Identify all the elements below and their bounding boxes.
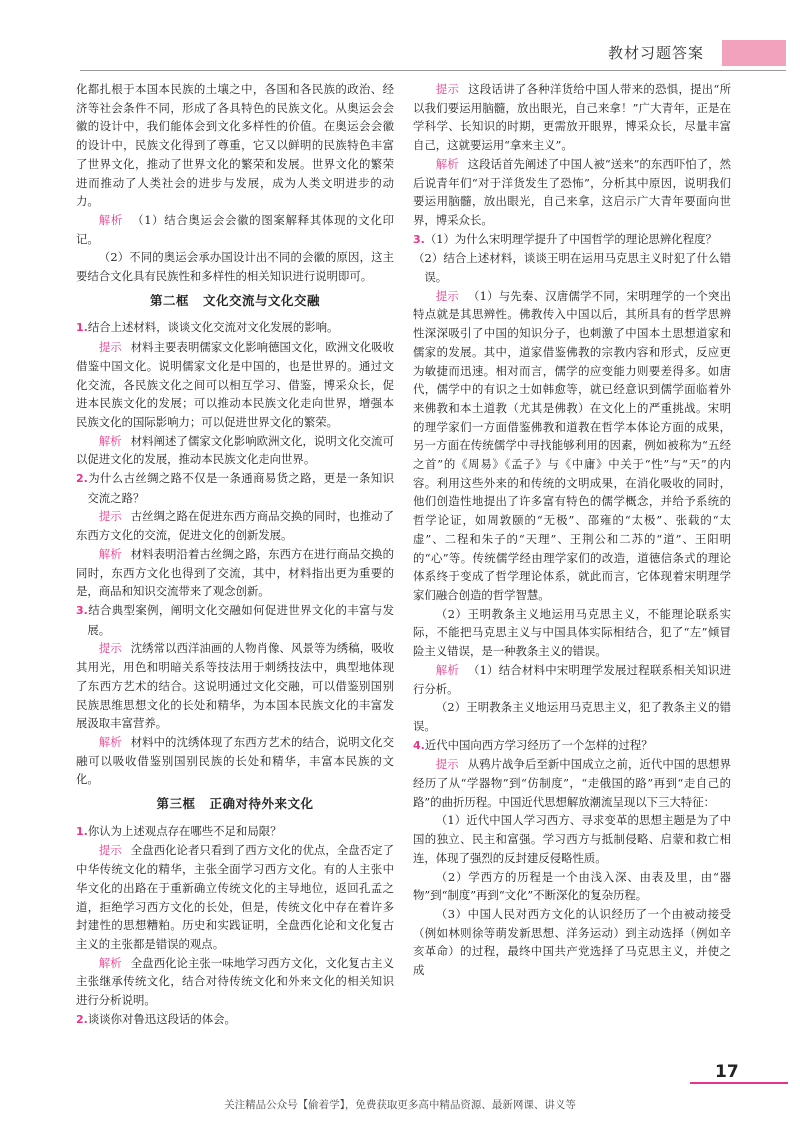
tishi-label: 提示 bbox=[435, 757, 459, 772]
jiexi-block bbox=[76, 954, 394, 1010]
question-text: 结合上述材料，谈谈文化交流对文化发展的影响。 bbox=[87, 320, 339, 335]
question bbox=[76, 822, 394, 842]
jiexi-text: 材料表明沿着古丝绸之路，东西方在进行商品交换的同时，东西方文化也得到了交流，其中，材料指出更为重要的是，商品和知识交流带来了观念创新。 bbox=[76, 546, 394, 599]
question-number: 3. bbox=[76, 603, 88, 617]
question bbox=[413, 230, 731, 250]
tishi-text: 从鸦片战争后至新中国成立之前，近代中国的思想界经历了从“学器物”到“仿制度”，“走俄国的路”再到“走自己的路”的曲折历程。中国近代思想解放潮流呈现以下三大特征： bbox=[413, 757, 731, 809]
tishi-label: 提示 bbox=[435, 82, 460, 96]
jiexi-label: 解析 bbox=[435, 662, 460, 677]
jiexi-block bbox=[76, 545, 394, 601]
header-decoration bbox=[722, 40, 786, 66]
tishi-block bbox=[413, 287, 731, 605]
tishi-text: 沈绣常以西洋油画的人物肖像、风景等为绣稿，吸收其用光，用色和明暗关系等技法用于刺绣技法中，典型地体现了东西方艺术的结合。这说明通过文化交融，可以借鉴别国别民族思维思想文化的长处和精华，为本国本民族文化的丰富发展汲取丰富营养。 bbox=[76, 641, 394, 731]
paragraph: （3）中国人民对西方文化的认识经历了一个由被动接受（例如林则徐等萌发新思想、洋务运动）到主动选择（例如辛亥革命）的过程，最终中国共产党选择了马克思主义，并使之成 bbox=[413, 906, 731, 978]
tishi-text: 这段话讲了各种洋货给中国人带来的恐惧，提出“所以我们要运用脑髓，放出眼光，自己来拿！”广大青年，正是在学科学、长知识的时期，更需放开眼界，博采众长，尽量丰富自己，这就要运用“拿来主义”。 bbox=[413, 82, 731, 153]
tishi-block bbox=[76, 841, 394, 953]
section-title: 第二框 文化交流与文化交融 bbox=[149, 292, 321, 308]
question-number: 3. bbox=[413, 232, 425, 246]
jiexi-block bbox=[413, 661, 731, 698]
question-sub: （2）结合上述材料，谈谈王明在运用马克思主义时犯了什么错误。 bbox=[413, 251, 731, 285]
header-title: 教材习题答案 bbox=[608, 44, 705, 62]
jiexi-label: 解析 bbox=[98, 734, 122, 749]
paragraph: 化都扎根于本国本民族的土壤之中，各国和各民族的政治、经济等社会条件不同，形成了各具特色的民族文化。从奥运会会徽的设计中，我们能体会到文化多样性的价值。在奥运会会徽的设计中，民族文化得到了尊重，它又以鲜明的民族特色丰富了世界文化，推动了世界文化的繁荣和发展。世界文化的繁荣进而推动了人类社会的进步与发展，成为人类文明进步的动力。 bbox=[76, 82, 394, 209]
tishi-text: （1）与先秦、汉唐儒学不同，宋明理学的一个突出特点就是其思辨性。佛教传入中国以后，其所具有的哲学思辨性深深吸引了中国的知识分子，也刺激了中国本土思想道家和儒家的发展。其中，道家借鉴佛教的宗教内容和形式，反应更为敏捷而迅速。相对而言，儒学的应变能力则要差得多。如唐代，儒学中的有识之士如韩愈等，就已经意识到儒学面临着外来佛教和本土道教（尤其是佛教）在文化上的严重挑战。宋明的理学家们一方面借鉴佛教和道教在哲学本体论方面的成果，另一方面在传统儒学中寻找能够利用的因素，例如被称为“五经之首”的《周易》《孟子》与《中庸》中关于“性”与“天”的内容。利用这些外来的和传统的文明成果，在消化吸收的同时，他们创造性地提出了许多富有特色的儒学概念，并给予系统的哲学论证，如周敦颐的“无极”、邵雍的“太极”、张载的“太虚”、二程和朱子的“天理”、王荆公和二苏的“道”、王阳明的“心”等。传统儒学经由理学家们的改造，道德信条式的理论体系终于变成了哲学理论体系，就此而言，它体现着宋明理学家们融合创造的哲学智慧。 bbox=[413, 288, 731, 602]
tishi-label: 提示 bbox=[98, 641, 122, 656]
tishi-block bbox=[76, 507, 394, 544]
jiexi-label: 解析 bbox=[435, 156, 459, 171]
tishi-block bbox=[413, 755, 731, 811]
question bbox=[76, 469, 394, 507]
question-text: 近代中国向西方学习经历了一个怎样的过程？ bbox=[424, 737, 653, 752]
paragraph: （2）王明教条主义地运用马克思主义，犯了教条主义的错误。 bbox=[413, 700, 731, 733]
jiexi-text: 全盘西化论主张一味地学习西方文化，文化复古主义主张继承传统文化，结合对待传统文化和外来文化的相关知识进行分析说明。 bbox=[76, 955, 394, 1008]
question bbox=[76, 1010, 394, 1030]
page-number: 17 bbox=[715, 1062, 739, 1082]
question-number: 1. bbox=[76, 321, 88, 335]
jiexi-text: （1）结合奥运会会徽的图案解释其体现的文化印记。 bbox=[76, 212, 394, 246]
question-text: 为什么古丝绸之路不仅是一条通商易货之路，更是一条知识交流之路？ bbox=[87, 471, 394, 505]
jiexi-label: 解析 bbox=[98, 433, 122, 448]
question bbox=[413, 736, 731, 756]
jiexi-block bbox=[76, 432, 394, 469]
question-text: 谈谈你对鲁迅这段话的体会。 bbox=[87, 1011, 236, 1026]
tishi-label: 提示 bbox=[98, 509, 122, 524]
header-divider bbox=[80, 70, 786, 71]
question-number: 2. bbox=[76, 472, 88, 486]
question-number: 1. bbox=[76, 824, 88, 838]
paragraph: （1）近代中国人学习西方、寻求变革的思想主题是为了中国的独立、民主和富强。学习西方与抵制侵略、启蒙和救亡相连，体现了强烈的反封建反侵略性质。 bbox=[413, 813, 731, 865]
tishi-block bbox=[76, 639, 394, 733]
jiexi-text: 材料中的沈绣体现了东西方艺术的结合，说明文化交融可以吸收借鉴别国别民族的长处和精华，丰富本民族的文化。 bbox=[76, 734, 394, 787]
question-text: 你认为上述观点存在哪些不足和局限？ bbox=[87, 823, 282, 838]
tishi-label: 提示 bbox=[98, 340, 122, 355]
left-column bbox=[76, 80, 394, 1029]
tishi-text: 材料主要表明儒家文化影响德国文化，欧洲文化吸收借鉴中国文化。说明儒家文化是中国的，也是世界的。通过文化交流，各民族文化之间可以相互学习、借鉴，博采众长，促进本民族文化的发展；可以推动本民族文化走向世界，增强本民族文化的国际影响力；可以促进世界文化的繁荣。 bbox=[76, 340, 394, 429]
jiexi-text: 材料阐述了儒家文化影响欧洲文化，说明文化交流可以促进文化的发展，推动本民族文化走向世界。 bbox=[76, 433, 394, 467]
tishi-block bbox=[413, 80, 731, 155]
tishi-text: 全盘西化论者只看到了西方文化的优点，全盘否定了中华传统文化的精华，主张全面学习西方文化。有的人主张中华文化的出路在于重新确立传统文化的主导地位，返回孔孟之道，拒绝学习西方文化的长处，但是，传统文化中存在着许多封建性的思想糟粕。历史和实践证明，全盘西化论和文化复古主义的主张都是错误的观点。 bbox=[76, 843, 394, 951]
right-column bbox=[413, 80, 731, 980]
jiexi-label: 解析 bbox=[98, 546, 122, 561]
tishi-block bbox=[76, 338, 394, 432]
question-text: 结合典型案例，阐明文化交融如何促进世界文化的丰富与发展。 bbox=[87, 602, 394, 637]
jiexi-block bbox=[76, 211, 394, 248]
footer-note: 关注精品公众号【偷着学】，免费获取更多高中精品资源、最新网课、讲义等 bbox=[224, 1099, 576, 1111]
question bbox=[76, 601, 394, 639]
jiexi-block bbox=[76, 733, 394, 789]
section-title: 第三框 正确对待外来文化 bbox=[156, 796, 314, 812]
jiexi-label: 解析 bbox=[98, 955, 122, 970]
paragraph: （2）不同的奥运会承办国设计出不同的会徽的原因，这主要结合文化具有民族性和多样性的相关知识进行说明即可。 bbox=[76, 250, 394, 284]
question-number: 2. bbox=[76, 1012, 88, 1026]
jiexi-block bbox=[413, 155, 731, 230]
paragraph: （2）王明教条主义地运用马克思主义，不能理论联系实际，不能把马克思主义与中国具体实际相结合，犯了“左”倾冒险主义错误，是一种教条主义的错误。 bbox=[413, 606, 731, 659]
tishi-label: 提示 bbox=[98, 843, 122, 858]
tishi-text: 古丝绸之路在促进东西方商品交换的同时，也推动了东西方文化的交流，促进文化的创新发展。 bbox=[76, 509, 394, 543]
question bbox=[76, 318, 394, 338]
tishi-label: 提示 bbox=[435, 288, 460, 303]
page-number-underline bbox=[690, 1082, 788, 1084]
question-number: 4. bbox=[413, 738, 425, 752]
jiexi-text: （1）结合材料中宋明理学发展过程联系相关知识进行分析。 bbox=[413, 662, 731, 696]
jiexi-label: 解析 bbox=[98, 212, 124, 227]
jiexi-text: 这段话首先阐述了中国人被“送来”的东西吓怕了，然后说青年们“对于洋货发生了恐怖”，分析其中原因，说明我们要运用脑髓，放出眼光，自己来拿，这启示广大青年要面向世界，博采众长。 bbox=[413, 156, 731, 227]
question-text: （1）为什么宋明理学提升了中国哲学的理论思辨化程度？ bbox=[424, 231, 717, 246]
paragraph: （2）学西方的历程是一个由浅入深、由表及里，由“器物”到“制度”再到“文化”不断深化的复杂历程。 bbox=[413, 869, 731, 903]
